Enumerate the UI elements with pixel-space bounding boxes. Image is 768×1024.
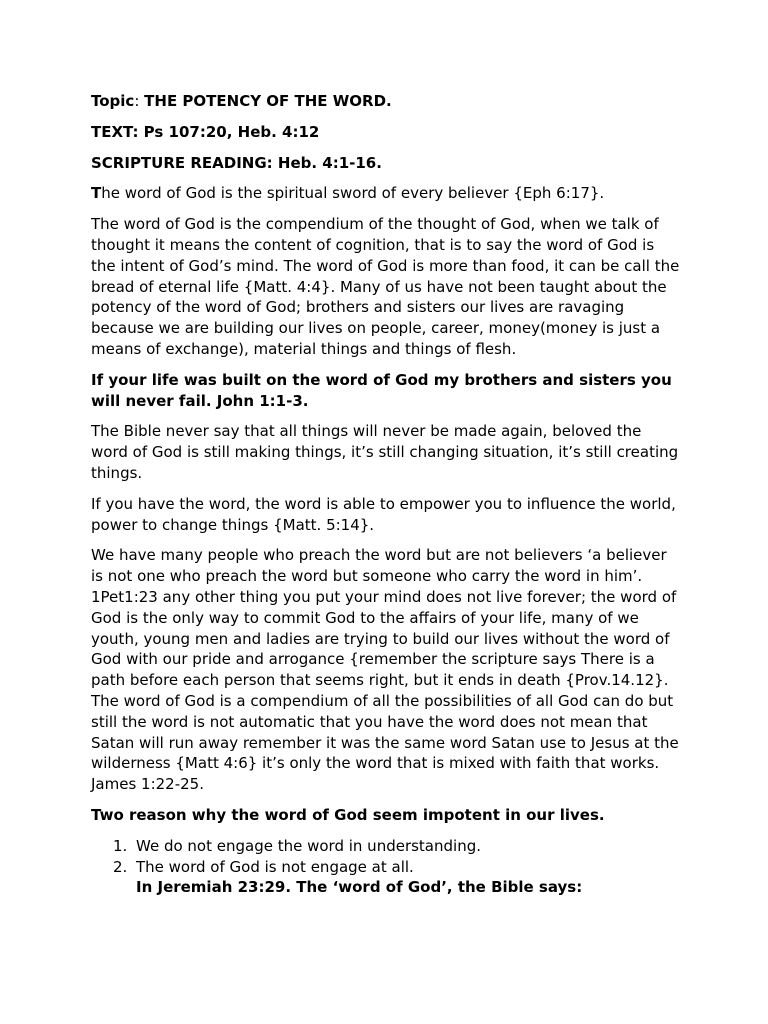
- document-page: [91, 91, 681, 898]
- topic-separator: :: [134, 92, 145, 110]
- list-item-number: 2.: [113, 857, 128, 876]
- list-item-text: We do not engage the word in understanding.: [136, 836, 481, 855]
- paragraph-compendium: The word of God is the compendium of the thought of God, when we talk of thought it means the content of cognition, that is to say the word of God is the intent of God’s mind. The word of God is more than food, it can be call the bread of eternal life {Matt. 4:4}. Many of us have not been taught about the potency of the word of God; brothers and sisters our lives are ravaging because we are building our lives on people, career, money(money is just a means of exchange), material things and things of flesh.: [91, 215, 680, 358]
- reasons-heading: Two reason why the word of God seem impotent in our lives.: [91, 805, 605, 824]
- paragraph-never-fail: If your life was built on the word of God my brothers and sisters you will never fail. John 1:1-3.: [91, 370, 672, 410]
- list-item: [91, 836, 681, 857]
- topic-value: THE POTENCY OF THE WORD.: [144, 92, 392, 110]
- list-item-number: 1.: [113, 836, 128, 855]
- paragraph-believers: We have many people who preach the word but are not believers ‘a believer is not one who preach the word but someone who carry the word in him’. 1Pet1:23 any other thing you put your mind does not live forever; the word of God is the only way to commit God to the affairs of your life, many of we youth, young men and ladies are trying to build our lives without the word of God with our pride and arrogance {remember the scripture says There is a path before each person that seems right, but it ends in death {Prov.14.12}. The word of God is a compendium of all the possibilities of all God can do but still the word is not automatic that you have the word does not mean that Satan will run away remember it was the same word Satan use to Jesus at the wilderness {Matt 4:6} it’s only the word that is mixed with faith that works. James 1:22-25.: [91, 546, 679, 794]
- scripture-reading: SCRIPTURE READING: Heb. 4:1-16.: [91, 153, 382, 172]
- paragraph-still-making: The Bible never say that all things will never be made again, beloved the word of God is still making things, it’s still changing situation, it’s still creating things.: [91, 422, 679, 482]
- reasons-list: [91, 836, 681, 878]
- paragraph-sword: [91, 183, 681, 204]
- topic-label: Topic: [91, 92, 135, 110]
- jeremiah-reference: In Jeremiah 23:29. The ‘word of God’, the Bible says:: [136, 878, 583, 897]
- text-reference: TEXT: Ps 107:20, Heb. 4:12: [91, 122, 320, 141]
- topic-line: [91, 91, 681, 112]
- paragraph-sword-text: he word of God is the spiritual sword of every believer {Eph 6:17}.: [101, 184, 605, 203]
- paragraph-empower: If you have the word, the word is able to empower you to influence the world, power to change things {Matt. 5:14}.: [91, 494, 676, 534]
- list-item: [91, 857, 681, 878]
- paragraph-sword-initial: T: [91, 184, 102, 203]
- list-item-text: The word of God is not engage at all.: [136, 857, 414, 876]
